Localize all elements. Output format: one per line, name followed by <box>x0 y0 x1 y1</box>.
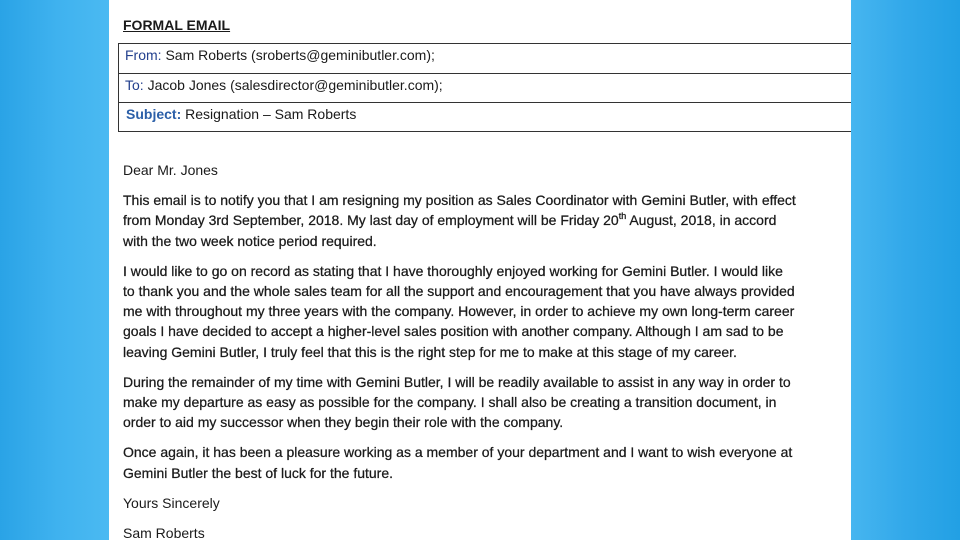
paragraph-line: Gemini Butler the best of luck for the future. <box>123 464 394 481</box>
document-page <box>109 0 851 540</box>
to-value: Jacob Jones (salesdirector@geminibutler.com); <box>147 77 443 93</box>
paragraph-line: to thank you and the whole sales team for all the support and encouragement that you have always provided <box>123 283 795 300</box>
from-row <box>119 44 851 73</box>
ordinal-suffix: th <box>618 211 627 222</box>
to-row <box>119 73 851 102</box>
paragraph-line: goals I have decided to accept a higher-level sales position with another company. Although I am sad to be <box>123 323 784 340</box>
paragraph-notice <box>123 190 851 251</box>
paragraph-farewell <box>123 442 851 482</box>
paragraph-line: from Monday 3rd September, 2018. My last day of employment will be Friday 20 <box>123 212 619 229</box>
paragraph-line: leaving Gemini Butler, I truly feel that this is the right step for me to make at this stage of my career. <box>123 343 737 360</box>
paragraph-line: During the remainder of my time with Gemini Butler, I will be readily available to assist in any way in order to <box>123 373 791 390</box>
subject-value: Resignation – Sam Roberts <box>185 106 357 122</box>
paragraph-line: make my departure as easy as possible for the company. I shall also be creating a transition document, in <box>123 394 777 411</box>
email-body <box>123 160 851 540</box>
salutation: Dear Mr. Jones <box>123 162 218 178</box>
from-label: From: <box>125 47 162 63</box>
paragraph-line: I would like to go on record as stating that I have thoroughly enjoyed working for Gemini Butler. I would like <box>123 262 783 279</box>
paragraph-line: August, 2018, in accord <box>626 212 777 229</box>
paragraph-gratitude <box>123 261 851 362</box>
paragraph-line: Once again, it has been a pleasure working as a member of your department and I want to wish everyone at <box>123 444 793 461</box>
to-label: To: <box>125 77 144 93</box>
closing: Yours Sincerely <box>123 494 220 511</box>
email-header-table <box>118 43 851 132</box>
subject-label: Subject: <box>126 106 182 122</box>
document-title: FORMAL EMAIL <box>123 17 231 33</box>
paragraph-line: This email is to notify you that I am resigning my position as Sales Coordinator with Gemini Butler, with effect <box>123 192 796 209</box>
subject-row <box>119 102 851 131</box>
from-value: Sam Roberts (sroberts@geminibutler.com); <box>165 47 435 63</box>
paragraph-transition <box>123 372 851 433</box>
paragraph-line: with the two week notice period required. <box>123 232 377 249</box>
paragraph-line: me with throughout my three years with the company. However, in order to achieve my own long-term career <box>123 303 795 320</box>
paragraph-line: order to aid my successor when they begin their role with the company. <box>123 414 564 431</box>
signature: Sam Roberts <box>123 525 205 540</box>
